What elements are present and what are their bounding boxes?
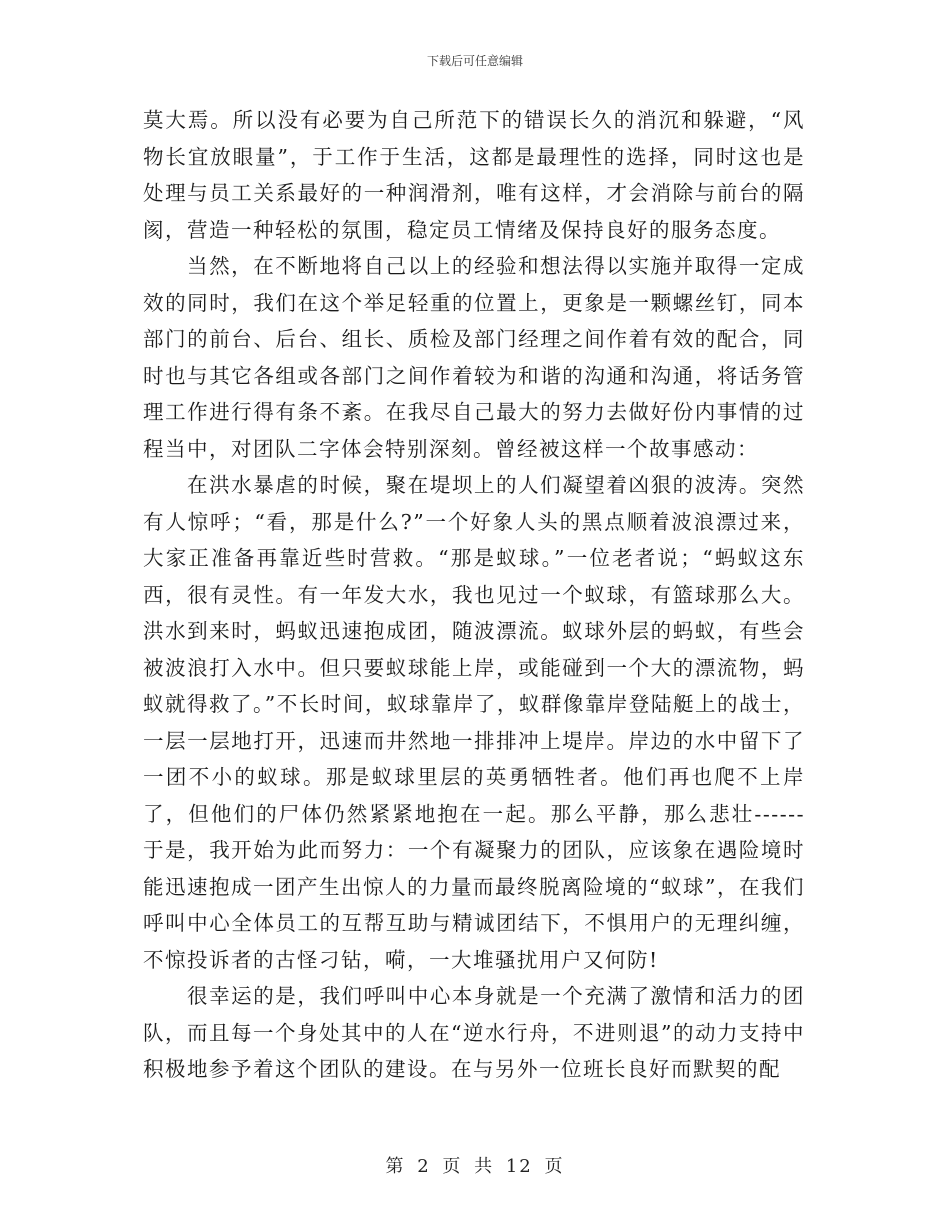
- document-body: [143, 102, 805, 1088]
- paragraph-2: 当然，在不断地将自己以上的经验和想法得以实施并取得一定成效的同时，我们在这个举足轻重的位置上，更象是一颗螺丝钉，同本部门的前台、后台、组长、质检及部门经理之间作着有效的配合，同时也与其它各组或各部门之间作着较为和谐的沟通和沟通，将话务管理工作进行得有条不紊。在我尽自己最大的努力去做好份内事情的过程当中，对团队二字体会特别深刻。曾经被这样一个故事感动：: [143, 254, 805, 461]
- page-number-footer: 第 2 页 共 12 页: [385, 1156, 565, 1177]
- page-header-note: 下载后可任意编辑: [426, 54, 523, 68]
- paragraph-3: 在洪水暴虐的时候，聚在堤坝上的人们凝望着凶狠的波涛。突然有人惊呼；“看，那是什么?”一个好象人头的黑点顺着波浪漂过来，大家正准备再靠近些时营救。“那是蚁球。”一位老者说；“蚂蚁这东西，很有灵性。有一年发大水，我也见过一个蚁球，有篮球那么大。洪水到来时，蚂蚁迅速抱成团，随波漂流。蚁球外层的蚂蚁，有些会被波浪打入水中。但只要蚁球能上岸，或能碰到一个大的漂流物，蚂蚁就得救了。”不长时间，蚁球靠岸了，蚁群像靠岸登陆艇上的战士，一层一层地打开，迅速而井然地一排排冲上堤岸。岸边的水中留下了一团不小的蚁球。那是蚁球里层的英勇牺牲者。他们再也爬不上岸了，但他们的尸体仍然紧紧地抱在一起。那么平静，那么悲壮------于是，我开始为此而努力：一个有凝聚力的团队，应该象在遇险境时能迅速抱成一团产生出惊人的力量而最终脱离险境的“蚁球”，在我们呼叫中心全体员工的互帮互助与精诚团结下，不惧用户的无理纠缠，不惊投诉者的古怪刁钻，嗬，一大堆骚扰用户又何防!: [143, 473, 805, 972]
- paragraph-4: 很幸运的是，我们呼叫中心本身就是一个充满了激情和活力的团队，而且每一个身处其中的人在“逆水行舟，不进则退”的动力支持中积极地参予着这个团队的建设。在与另外一位班长良好而默契的配: [143, 984, 805, 1081]
- paragraph-1: 莫大焉。所以没有必要为自己所范下的错误长久的消沉和躲避，“风物长宜放眼量”，于工作于生活，这都是最理性的选择，同时这也是处理与员工关系最好的一种润滑剂，唯有这样，才会消除与前台的隔阂，营造一种轻松的氛围，稳定员工情绪及保持良好的服务态度。: [143, 108, 805, 242]
